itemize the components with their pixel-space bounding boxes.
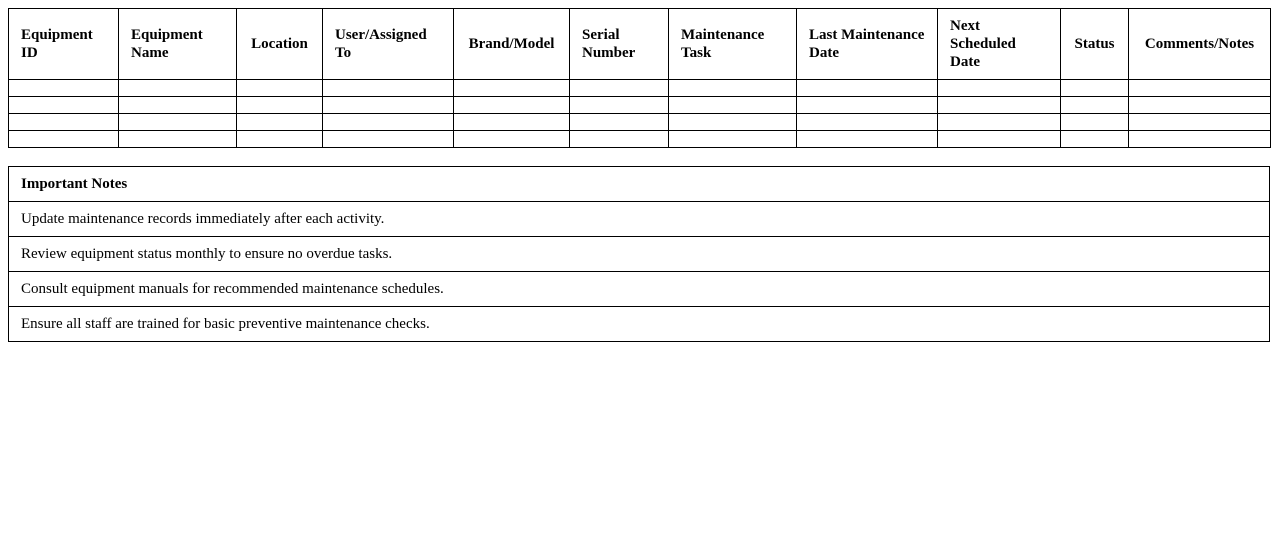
table-cell[interactable] — [669, 80, 797, 97]
header-last-maintenance-date: Last Maintenance Date — [797, 9, 938, 80]
table-cell[interactable] — [119, 114, 237, 131]
header-next-scheduled-date: Next Scheduled Date — [938, 9, 1061, 80]
header-equipment-name: Equipment Name — [119, 9, 237, 80]
table-cell[interactable] — [570, 114, 669, 131]
table-cell[interactable] — [119, 131, 237, 148]
header-user-assigned-to: User/Assigned To — [323, 9, 454, 80]
table-cell[interactable] — [9, 97, 119, 114]
table-row — [9, 114, 1271, 131]
table-cell[interactable] — [1061, 80, 1129, 97]
table-cell[interactable] — [669, 114, 797, 131]
table-cell[interactable] — [797, 131, 938, 148]
note-text: Ensure all staff are trained for basic preventive maintenance checks. — [9, 307, 1270, 342]
table-cell[interactable] — [323, 80, 454, 97]
header-brand-model: Brand/Model — [454, 9, 570, 80]
table-cell[interactable] — [454, 114, 570, 131]
notes-header-row — [9, 167, 1270, 202]
list-item — [9, 272, 1270, 307]
table-cell[interactable] — [119, 80, 237, 97]
table-cell[interactable] — [1129, 131, 1271, 148]
note-text: Review equipment status monthly to ensure no overdue tasks. — [9, 237, 1270, 272]
list-item — [9, 307, 1270, 342]
table-cell[interactable] — [237, 131, 323, 148]
header-status: Status — [1061, 9, 1129, 80]
table-cell[interactable] — [237, 114, 323, 131]
note-text: Update maintenance records immediately after each activity. — [9, 202, 1270, 237]
table-cell[interactable] — [454, 80, 570, 97]
table-cell[interactable] — [1061, 114, 1129, 131]
table-cell[interactable] — [570, 97, 669, 114]
notes-title: Important Notes — [9, 167, 1270, 202]
table-cell[interactable] — [938, 114, 1061, 131]
table-cell[interactable] — [797, 114, 938, 131]
list-item — [9, 202, 1270, 237]
table-cell[interactable] — [938, 80, 1061, 97]
header-serial-number: Serial Number — [570, 9, 669, 80]
table-cell[interactable] — [669, 131, 797, 148]
table-cell[interactable] — [570, 80, 669, 97]
table-cell[interactable] — [797, 80, 938, 97]
maintenance-log-table — [8, 8, 1271, 148]
table-cell[interactable] — [1129, 114, 1271, 131]
table-row — [9, 80, 1271, 97]
table-cell[interactable] — [938, 131, 1061, 148]
page-content — [8, 8, 1270, 342]
table-cell[interactable] — [669, 97, 797, 114]
table-cell[interactable] — [323, 131, 454, 148]
table-cell[interactable] — [1129, 97, 1271, 114]
table-cell[interactable] — [119, 97, 237, 114]
table-cell[interactable] — [237, 97, 323, 114]
table-cell[interactable] — [9, 80, 119, 97]
table-row — [9, 97, 1271, 114]
list-item — [9, 237, 1270, 272]
table-cell[interactable] — [323, 114, 454, 131]
important-notes-table — [8, 166, 1270, 342]
table-header-row — [9, 9, 1271, 80]
table-cell[interactable] — [1129, 80, 1271, 97]
header-comments-notes: Comments/Notes — [1129, 9, 1271, 80]
table-cell[interactable] — [1061, 97, 1129, 114]
header-maintenance-task: Maintenance Task — [669, 9, 797, 80]
table-cell[interactable] — [454, 97, 570, 114]
table-row — [9, 131, 1271, 148]
header-equipment-id: Equipment ID — [9, 9, 119, 80]
table-cell[interactable] — [323, 97, 454, 114]
table-cell[interactable] — [570, 131, 669, 148]
header-location: Location — [237, 9, 323, 80]
table-cell[interactable] — [237, 80, 323, 97]
table-cell[interactable] — [938, 97, 1061, 114]
note-text: Consult equipment manuals for recommended maintenance schedules. — [9, 272, 1270, 307]
table-cell[interactable] — [9, 131, 119, 148]
table-cell[interactable] — [797, 97, 938, 114]
table-cell[interactable] — [1061, 131, 1129, 148]
table-cell[interactable] — [454, 131, 570, 148]
table-cell[interactable] — [9, 114, 119, 131]
